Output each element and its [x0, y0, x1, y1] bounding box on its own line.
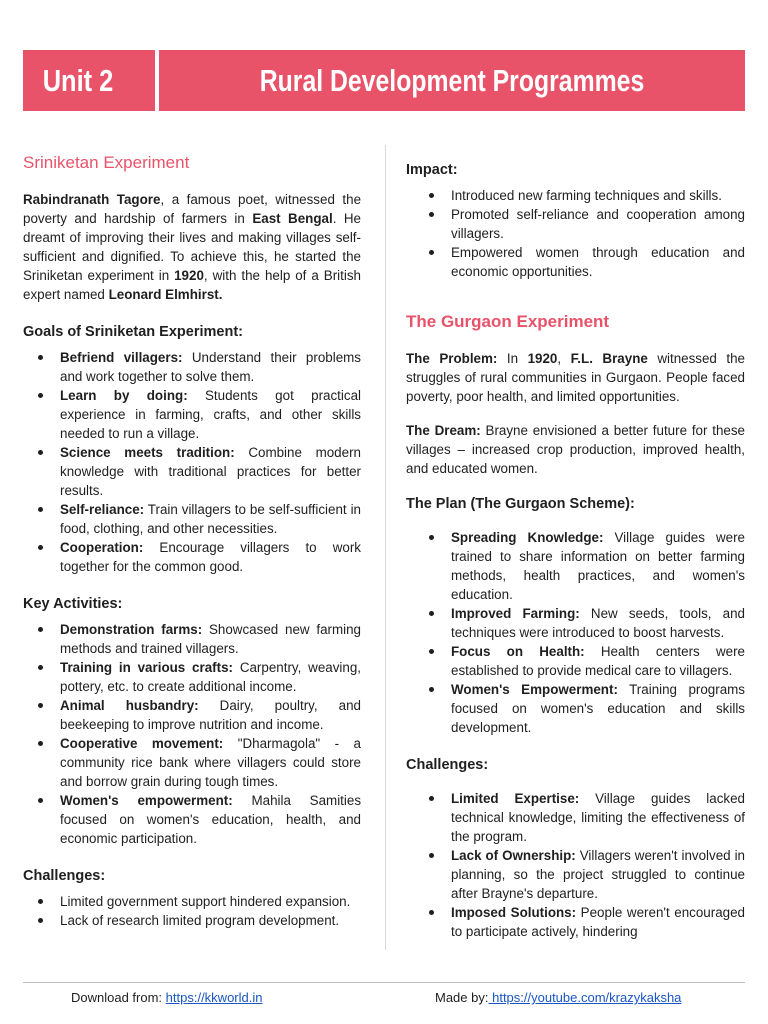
left-column: [23, 152, 361, 930]
page-title: Rural Development Programmes: [259, 63, 645, 98]
list-item: Lack of Ownership: Villagers weren't involved in planning, so the project struggled to continue after Brayne's departure.: [406, 846, 745, 903]
list-item: Cooperative movement: "Dharmagola" - a community rice bank where villagers could store and borrow grain during tough times.: [23, 734, 361, 791]
impact-list: [406, 186, 745, 281]
gurgaon-heading: The Gurgaon Experiment: [406, 312, 610, 331]
list-item: Befriend villagers: Understand their problems and work together to solve them.: [23, 348, 361, 386]
header-banner: [23, 50, 745, 111]
list-item: Learn by doing: Students got practical experience in farming, crafts, and other skills needed to run a village.: [23, 386, 361, 443]
footer-divider: [23, 982, 745, 983]
list-item: Science meets tradition: Combine modern knowledge with traditional practices for better results.: [23, 443, 361, 500]
list-item: Empowered women through education and economic opportunities.: [406, 243, 745, 281]
list-item: Limited government support hindered expansion.: [23, 892, 361, 911]
list-item: Introduced new farming techniques and skills.: [406, 186, 745, 205]
list-item: Lack of research limited program development.: [23, 911, 361, 930]
list-item: Women's empowerment: Mahila Samities focused on women's education, health, and economic participation.: [23, 791, 361, 848]
list-item: Improved Farming: New seeds, tools, and techniques were introduced to boost harvests.: [406, 604, 745, 642]
list-item: Spreading Knowledge: Village guides were trained to share information on better farming methods, health practices, and women's education.: [406, 528, 745, 604]
dream-paragraph: The Dream: Brayne envisioned a better future for these villages – increased crop production, improved health, and educated women.: [406, 423, 745, 476]
made-by-label: Made by:: [435, 990, 489, 1005]
header-divider: [155, 50, 159, 111]
impact-heading: Impact:: [406, 162, 458, 178]
sriniketan-heading: Sriniketan Experiment: [23, 153, 190, 172]
list-item: Focus on Health: Health centers were established to provide medical care to villagers.: [406, 642, 745, 680]
right-challenges-heading: Challenges:: [406, 757, 489, 773]
list-item: Self-reliance: Train villagers to be self-sufficient in food, clothing, and other necessities.: [23, 500, 361, 538]
list-item: Cooperation: Encourage villagers to work together for the common good.: [23, 538, 361, 576]
list-item: Animal husbandry: Dairy, poultry, and beekeeping to improve nutrition and income.: [23, 696, 361, 734]
list-item: Limited Expertise: Village guides lacked technical knowledge, limiting the effectiveness of the program.: [406, 789, 745, 846]
youtube-link[interactable]: https://youtube.com/krazykaksha: [488, 990, 682, 1005]
activities-list: [23, 620, 361, 848]
download-label: Download from:: [71, 990, 166, 1005]
plan-heading: The Plan (The Gurgaon Scheme):: [406, 496, 635, 512]
footer-made-by: [435, 989, 681, 1007]
left-challenges-list: [23, 892, 361, 930]
download-link[interactable]: https://kkworld.in: [165, 990, 263, 1005]
list-item: Promoted self-reliance and cooperation among villagers.: [406, 205, 745, 243]
unit-label: Unit 2: [42, 63, 114, 98]
problem-paragraph: The Problem: In 1920, F.L. Brayne witnessed the struggles of rural communities in Gurgaon. People faced poverty, poor health, and limited opportunities.: [406, 351, 746, 404]
plan-list: [406, 528, 745, 737]
list-item: Imposed Solutions: People weren't encouraged to participate actively, hindering: [406, 903, 745, 941]
footer-download: [71, 989, 262, 1007]
column-divider: [385, 145, 386, 950]
right-column: [406, 160, 745, 941]
sriniketan-intro: Rabindranath Tagore, a famous poet, witnessed the poverty and hardship of farmers in East Bengal. He dreamt of improving their lives and making villages self-sufficient and dignified. To achieve this, he started the Sriniketan experiment in 1920, with the help of a British expert named Leonard Elmhirst.: [23, 192, 362, 302]
list-item: Demonstration farms: Showcased new farming methods and trained villagers.: [23, 620, 361, 658]
right-challenges-list: [406, 789, 745, 941]
goals-heading: Goals of Sriniketan Experiment:: [23, 324, 243, 340]
goals-list: [23, 348, 361, 576]
left-challenges-heading: Challenges:: [23, 868, 106, 884]
activities-heading: Key Activities:: [23, 596, 123, 612]
list-item: Women's Empowerment: Training programs focused on women's education and skills development.: [406, 680, 745, 737]
list-item: Training in various crafts: Carpentry, weaving, pottery, etc. to create additional income.: [23, 658, 361, 696]
